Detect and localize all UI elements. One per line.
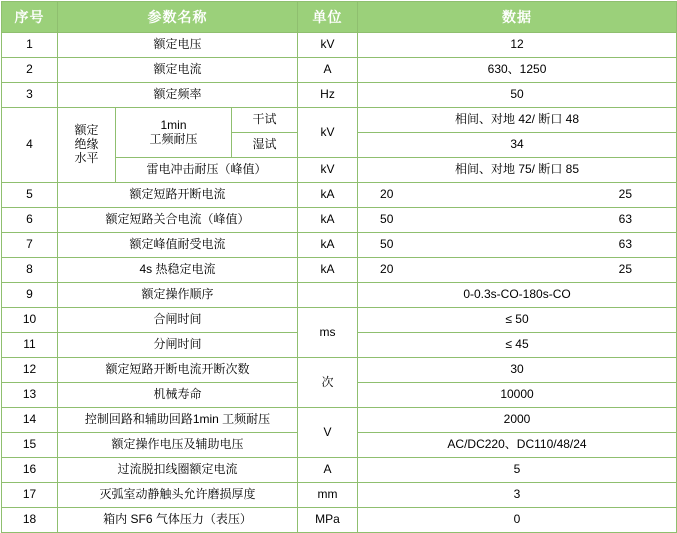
row-no: 15 bbox=[2, 433, 58, 458]
row-unit: 次 bbox=[298, 358, 358, 408]
row-unit: kV bbox=[298, 158, 358, 183]
row-data: 相间、对地 75/ 断口 85 bbox=[358, 158, 677, 183]
row-name: 灭弧室动静触头允许磨损厚度 bbox=[58, 483, 298, 508]
row-no: 4 bbox=[2, 108, 58, 183]
row-variant: 干试 bbox=[232, 108, 298, 133]
row-name: 额定电压 bbox=[58, 33, 298, 58]
table-row bbox=[2, 258, 677, 283]
row-data: ≤ 50 bbox=[358, 308, 677, 333]
row-data-right: 25 bbox=[618, 187, 633, 202]
row-no: 3 bbox=[2, 83, 58, 108]
row-data: 34 bbox=[358, 133, 677, 158]
insulation-group-label: 额定 绝缘 水平 bbox=[58, 108, 116, 183]
row-data: AC/DC220、DC110/48/24 bbox=[358, 433, 677, 458]
row-name: 额定短路关合电流（峰值） bbox=[58, 208, 298, 233]
row-no: 16 bbox=[2, 458, 58, 483]
table-row bbox=[2, 83, 677, 108]
row-data: 0-0.3s-CO-180s-CO bbox=[358, 283, 677, 308]
table-row bbox=[2, 458, 677, 483]
row-name: 额定峰值耐受电流 bbox=[58, 233, 298, 258]
row-name: 箱内 SF6 气体压力（表压） bbox=[58, 508, 298, 533]
row-name: 合闸时间 bbox=[58, 308, 298, 333]
row-name: 分闸时间 bbox=[58, 333, 298, 358]
row-data bbox=[358, 208, 677, 233]
row-data: 2000 bbox=[358, 408, 677, 433]
row-name: 额定电流 bbox=[58, 58, 298, 83]
row-unit bbox=[298, 283, 358, 308]
table-header-row bbox=[2, 2, 677, 33]
row-data: 50 bbox=[358, 83, 677, 108]
row-name: 额定操作电压及辅助电压 bbox=[58, 433, 298, 458]
table-row bbox=[2, 308, 677, 333]
row-data bbox=[358, 233, 677, 258]
row-data-left: 20 bbox=[380, 262, 394, 277]
row-unit: kA bbox=[298, 233, 358, 258]
header-no: 序号 bbox=[2, 2, 58, 33]
row-name: 机械寿命 bbox=[58, 383, 298, 408]
row-unit: mm bbox=[298, 483, 358, 508]
row-no: 12 bbox=[2, 358, 58, 383]
row-no: 14 bbox=[2, 408, 58, 433]
row-no: 13 bbox=[2, 383, 58, 408]
row-unit: MPa bbox=[298, 508, 358, 533]
row-no: 5 bbox=[2, 183, 58, 208]
row-no: 1 bbox=[2, 33, 58, 58]
row-data: 0 bbox=[358, 508, 677, 533]
table-row bbox=[2, 283, 677, 308]
row-data-right: 25 bbox=[618, 262, 633, 277]
row-data: 30 bbox=[358, 358, 677, 383]
table-row bbox=[2, 58, 677, 83]
table-row bbox=[2, 183, 677, 208]
row-unit: Hz bbox=[298, 83, 358, 108]
row-no: 8 bbox=[2, 258, 58, 283]
row-name: 雷电冲击耐压（峰值） bbox=[116, 158, 298, 183]
row-data-left: 20 bbox=[380, 187, 394, 202]
row-unit: A bbox=[298, 58, 358, 83]
row-no: 18 bbox=[2, 508, 58, 533]
row-unit: A bbox=[298, 458, 358, 483]
header-data: 数据 bbox=[358, 2, 677, 33]
row-no: 2 bbox=[2, 58, 58, 83]
row-data: 3 bbox=[358, 483, 677, 508]
specification-table bbox=[1, 1, 677, 533]
table-row bbox=[2, 508, 677, 533]
row-data-right: 63 bbox=[618, 212, 633, 227]
row-unit: ms bbox=[298, 308, 358, 358]
row-name: 控制回路和辅助回路1min 工频耐压 bbox=[58, 408, 298, 433]
row-unit: kV bbox=[298, 33, 358, 58]
row-data-left: 50 bbox=[380, 212, 394, 227]
row-unit: kA bbox=[298, 183, 358, 208]
header-unit: 单位 bbox=[298, 2, 358, 33]
row-data: 相间、对地 42/ 断口 48 bbox=[358, 108, 677, 133]
row-name: 过流脱扣线圈额定电流 bbox=[58, 458, 298, 483]
table-row bbox=[2, 483, 677, 508]
row-data-right: 63 bbox=[618, 237, 633, 252]
row-data: 5 bbox=[358, 458, 677, 483]
row-name: 额定短路开断电流开断次数 bbox=[58, 358, 298, 383]
table-row bbox=[2, 408, 677, 433]
row-no: 7 bbox=[2, 233, 58, 258]
row-data: ≤ 45 bbox=[358, 333, 677, 358]
row-name: 额定操作顺序 bbox=[58, 283, 298, 308]
header-name: 参数名称 bbox=[58, 2, 298, 33]
row-no: 9 bbox=[2, 283, 58, 308]
row-unit: kV bbox=[298, 108, 358, 158]
row-name: 额定频率 bbox=[58, 83, 298, 108]
row-data bbox=[358, 258, 677, 283]
row-data-left: 50 bbox=[380, 237, 394, 252]
table-row bbox=[2, 358, 677, 383]
row-data: 12 bbox=[358, 33, 677, 58]
row-data: 10000 bbox=[358, 383, 677, 408]
row-no: 17 bbox=[2, 483, 58, 508]
row-no: 10 bbox=[2, 308, 58, 333]
row-name: 1min 工频耐压 bbox=[116, 108, 232, 158]
row-data: 630、1250 bbox=[358, 58, 677, 83]
row-variant: 湿试 bbox=[232, 133, 298, 158]
row-unit: kA bbox=[298, 258, 358, 283]
table-row bbox=[2, 233, 677, 258]
table-row bbox=[2, 33, 677, 58]
row-data bbox=[358, 183, 677, 208]
row-name: 4s 热稳定电流 bbox=[58, 258, 298, 283]
row-no: 11 bbox=[2, 333, 58, 358]
row-unit: V bbox=[298, 408, 358, 458]
row-name: 额定短路开断电流 bbox=[58, 183, 298, 208]
row-no: 6 bbox=[2, 208, 58, 233]
table-row bbox=[2, 208, 677, 233]
row-unit: kA bbox=[298, 208, 358, 233]
table-row bbox=[2, 108, 677, 133]
